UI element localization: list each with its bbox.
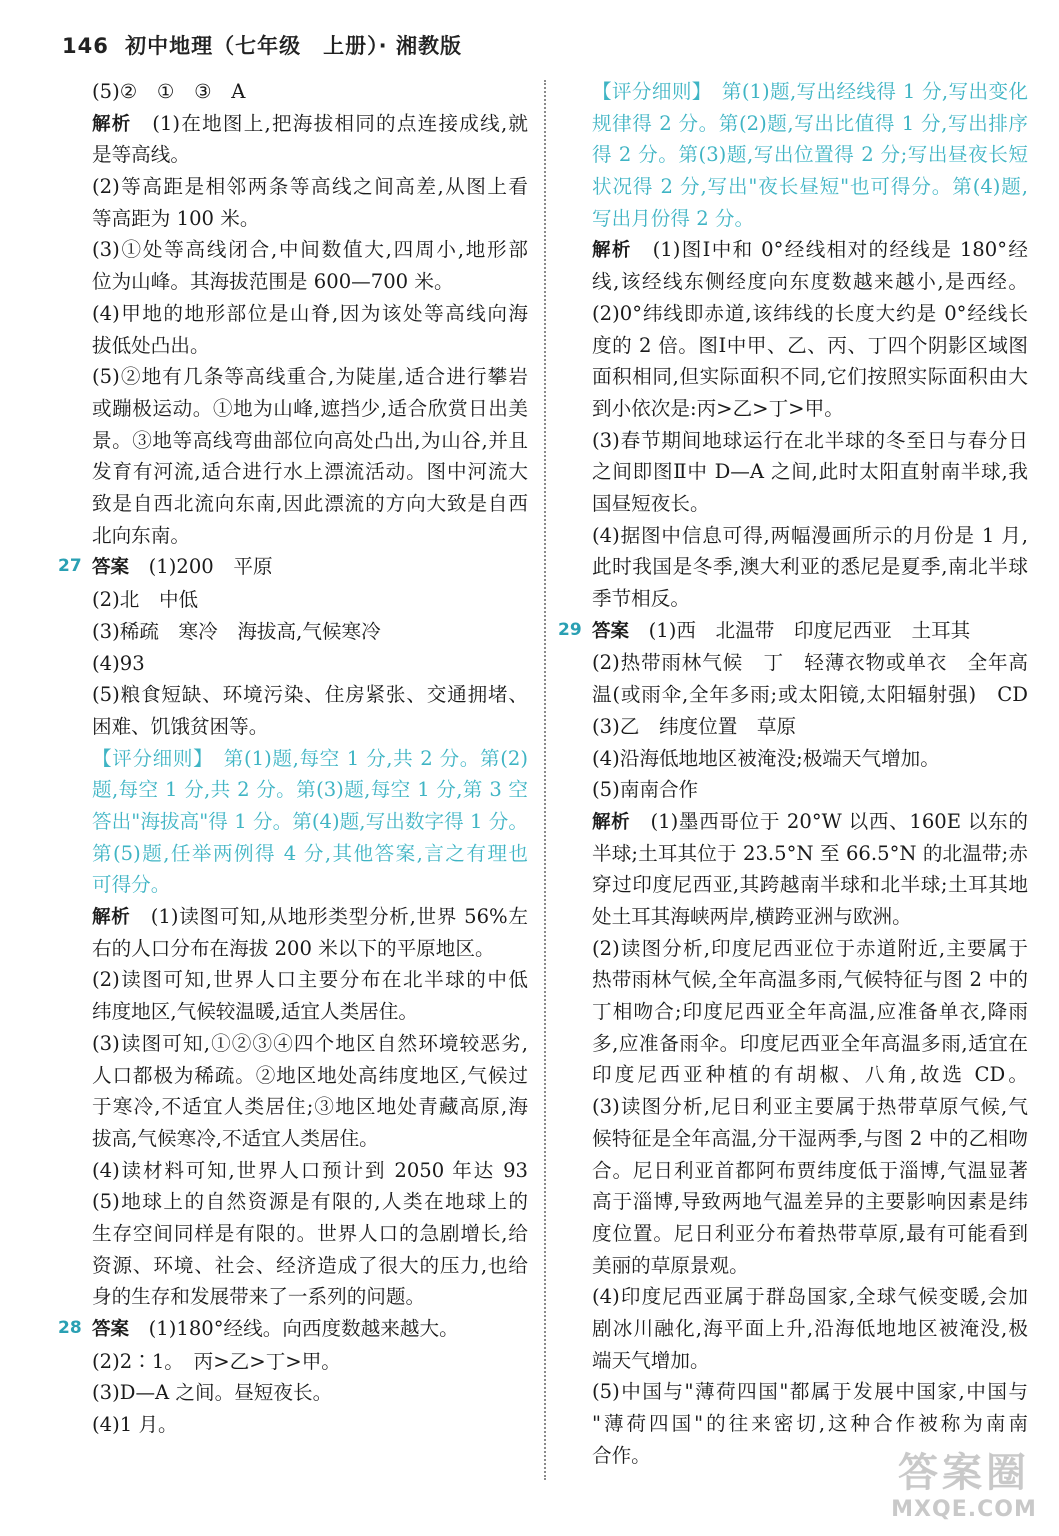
scoring-rule-line: 答出"海拔高"得 1 分。第(4)题,写出数字得 1 分。	[92, 809, 528, 833]
analysis-line: 面积相同,但实际面积不同,它们按照实际面积由大	[592, 365, 1028, 389]
analysis-line: "薄荷四国"的往来密切,这种合作被称为南南	[592, 1412, 1028, 1436]
analysis-line: 度位置。尼日利亚分布着热带草原,最有可能看到	[592, 1221, 1028, 1245]
answer-line: 答案 (1)180°经线。向西度数越来越大。	[92, 1317, 459, 1341]
analysis-line: 此时我国是冬季,澳大利亚的悉尼是夏季,南北半球	[592, 555, 1028, 579]
answer-line: (3)乙 纬度位置 草原	[592, 714, 797, 738]
question-number-28: 28	[58, 1318, 82, 1339]
analysis-line: 处土耳其海峡两岸,横跨亚洲与欧洲。	[592, 905, 912, 928]
analysis-line: 季节相反。	[592, 587, 690, 611]
page-number: 146	[62, 34, 109, 58]
analysis-line: (2)等高距是相邻两条等高线之间高差,从图上看	[92, 175, 528, 199]
question-number-27: 27	[58, 556, 82, 577]
analysis-line: 拔低处凸出。	[92, 333, 210, 357]
analysis-line: (4)读材料可知,世界人口预计到 2050 年达 93	[92, 1158, 528, 1182]
analysis-line: 之间即图Ⅱ中 D—A 之间,此时太阳直射南半球,我	[592, 460, 1028, 484]
analysis-line: 位为山峰。其海拔范围是 600—700 米。	[92, 270, 454, 294]
analysis-line: 等高距为 100 米。	[92, 206, 260, 230]
answer-line: 困难、饥饿贫困等。	[92, 714, 269, 738]
answer-line: (4)沿海低地地区被淹没;极端天气增加。	[592, 746, 940, 770]
analysis-line: 高于淄博,导致两地气温差异的主要影响因素是纬	[592, 1190, 1028, 1214]
analysis-line: 景。③地等高线弯曲部位向高处凸出,为山谷,并且	[92, 428, 528, 452]
watermark-logo-text: 答案圈	[898, 1450, 1030, 1496]
scoring-rule-line: 【评分细则】 第(1)题,写出经线得 1 分,写出变化	[592, 80, 1028, 103]
watermark-url: MXQE.COM	[891, 1497, 1037, 1522]
scoring-rule-line: 第(5)题,任举两例得 4 分,其他答案,言之有理也	[92, 841, 528, 865]
analysis-line: (2)读图可知,世界人口主要分布在北半球的中低	[92, 968, 528, 992]
section-label: 解析	[592, 240, 632, 262]
scoring-rule-line: 写出月份得 2 分。	[592, 206, 755, 230]
section-label: 答案	[592, 620, 630, 642]
scoring-rule-line: 状况得 2 分,写出"夜长昼短"也可得分。第(4)题,	[592, 175, 1028, 199]
analysis-line: (3)读图分析,尼日利亚主要属于热带草原气候,气	[592, 1095, 1028, 1119]
scoring-rule-line: 规律得 2 分。第(2)题,写出比值得 1 分,写出排序	[592, 111, 1028, 135]
analysis-line: (3)春节期间地球运行在北半球的冬至日与春分日	[592, 428, 1028, 452]
scoring-rule-line: 题,每空 1 分,共 2 分。第(3)题,每空 1 分,第 3 空	[92, 778, 528, 802]
analysis-line: 拔高,气候寒冷,不适宜人类居住。	[92, 1126, 379, 1150]
section-label: 答案	[92, 1319, 130, 1341]
question-28	[58, 1313, 528, 1346]
analysis-line: 丁相吻合;印度尼西亚全年高温,应准备单衣,降雨	[592, 1000, 1028, 1024]
answer-line: (5)南南合作	[592, 778, 699, 802]
page-header	[62, 30, 462, 62]
answer-line: (3)稀疏 寒冷 海拔高,气候寒冷	[92, 619, 381, 643]
scoring-rule-line: 得 2 分。第(3)题,写出位置得 2 分;写出昼夜长短	[592, 143, 1028, 167]
analysis-line: (5)地球上的自然资源是有限的,人类在地球上的	[92, 1190, 528, 1214]
analysis-line: 度的 2 倍。图Ⅰ中甲、乙、丙、丁四个阴影区域图	[592, 333, 1028, 357]
answer-line: 答案 (1)西 北温带 印度尼西亚 土耳其	[592, 618, 971, 642]
answer-line: (2)2∶1。 丙>乙>丁>甲。	[92, 1349, 341, 1373]
analysis-line: (4)据图中信息可得,两幅漫画所示的月份是 1 月,	[592, 523, 1028, 547]
analysis-line: (4)甲地的地形部位是山脊,因为该处等高线向海	[92, 301, 528, 325]
analysis-line: 到小依次是:丙>乙>丁>甲。	[592, 396, 844, 420]
left-column	[58, 76, 528, 1441]
analysis-line: (4)印度尼西亚属于群岛国家,全球气候变暖,会加	[592, 1285, 1028, 1309]
analysis-line: (5)②地有几条等高线重合,为陡崖,适合进行攀岩	[92, 365, 528, 389]
question-number-29: 29	[558, 619, 582, 640]
analysis-line: 半球;土耳其位于 23.5°N 至 66.5°N 的北温带;赤	[592, 841, 1028, 865]
analysis-line: 多,应准备雨伞。印度尼西亚全年高温多雨,适宜在	[592, 1031, 1028, 1055]
answer-line: (2)热带雨林气候 丁 轻薄衣物或单衣 全年高	[592, 651, 1028, 675]
analysis-line: (2)0°纬线即赤道,该纬线的长度大约是 0°经线长	[592, 301, 1028, 325]
analysis-line: 于寒冷,不适宜人类居住;③地区地处青藏高原,海	[92, 1095, 528, 1119]
answer-line: (2)北 中低	[92, 588, 199, 612]
analysis-line: 剧冰川融化,海平面上升,沿海低地地区被淹没,极	[592, 1316, 1028, 1340]
answer-line: 温(或雨伞,全年多雨;或太阳镜,太阳辐射强) CD	[592, 683, 1028, 707]
question-29	[558, 615, 1028, 648]
analysis-line: (3)①处等高线闭合,中间数值大,四周小,地形部	[92, 238, 528, 262]
analysis-line: (5)中国与"薄荷四国"都属于发展中国家,中国与	[592, 1380, 1028, 1404]
analysis-line: 发育有河流,适合进行水上漂流活动。图中河流大	[92, 460, 528, 484]
section-label: 解析	[92, 907, 131, 929]
analysis-line: 国昼短夜长。	[592, 491, 710, 515]
analysis-line: 北向东南。	[92, 523, 190, 547]
analysis-line: 生存空间同样是有限的。世界人口的急剧增长,给	[92, 1221, 528, 1245]
analysis-line: 印度尼西亚种植的有胡椒、八角,故选 CD。	[592, 1063, 1028, 1087]
analysis-line: 致是自西北流向东南,因此漂流的方向大致是自西	[92, 492, 528, 516]
book-title: 初中地理（七年级 上册）· 湘教版	[125, 34, 462, 58]
analysis-line: 解析 (1)在地图上,把海拔相同的点连接成线,就	[92, 111, 528, 135]
analysis-line: 纬度地区,气候较温暖,适宜人类居住。	[92, 1000, 418, 1024]
analysis-line: 合。尼日利亚首都阿布贾纬度低于淄博,气温显著	[592, 1158, 1028, 1182]
question-27	[58, 551, 528, 584]
section-label: 答案	[92, 557, 130, 579]
analysis-line: 合作。	[592, 1443, 651, 1467]
answer-line: 答案 (1)200 平原	[92, 555, 273, 579]
analysis-line: (3)读图可知,①②③④四个地区自然环境较恶劣,	[92, 1031, 528, 1055]
analysis-line: 人口都极为稀疏。②地区地处高纬度地区,气候过	[92, 1063, 528, 1087]
analysis-line: 端天气增加。	[592, 1348, 710, 1372]
analysis-line: 是等高线。	[92, 143, 190, 167]
analysis-line: 或蹦极运动。①地为山峰,遮挡少,适合欣赏日出美	[92, 396, 528, 420]
answer-line: (5)粮食短缺、环境污染、住房紧张、交通拥堵、	[92, 683, 528, 707]
analysis-line: 热带雨林气候,全年高温多雨,气候特征与图 2 中的	[592, 968, 1028, 992]
analysis-line: 右的人口分布在海拔 200 米以下的平原地区。	[92, 936, 495, 960]
answer-line: (3)D—A 之间。昼短夜长。	[92, 1381, 333, 1405]
answer-line: (4)93	[92, 651, 145, 675]
scoring-rule-line: 可得分。	[92, 873, 171, 897]
answer-line: (5)② ① ③ A	[92, 80, 246, 103]
analysis-line: 解析 (1)墨西哥位于 20°W 以西、160E 以东的	[592, 809, 1028, 833]
analysis-line: 美丽的草原景观。	[592, 1253, 749, 1277]
analysis-line: 候特征是全年高温,分干湿两季,与图 2 中的乙相吻	[592, 1126, 1028, 1150]
analysis-line: 解析 (1)读图可知,从地形类型分析,世界 56%左	[92, 905, 528, 929]
section-label: 解析	[92, 113, 132, 135]
analysis-line: 穿过印度尼西亚,其跨越南半球和北半球;土耳其地	[592, 873, 1028, 897]
section-label: 解析	[592, 811, 631, 833]
analysis-line: 解析 (1)图Ⅰ中和 0°经线相对的经线是 180°经	[592, 238, 1028, 262]
analysis-line: 资源、环境、社会、经济造成了很大的压力,也给	[92, 1253, 528, 1277]
analysis-line: (2)读图分析,印度尼西亚位于赤道附近,主要属于	[592, 936, 1028, 960]
answer-line: (4)1 月。	[92, 1413, 178, 1437]
scoring-rule-line: 【评分细则】 第(1)题,每空 1 分,共 2 分。第(2)	[92, 746, 528, 770]
column-divider	[544, 80, 546, 1480]
analysis-line: 线,该经线东侧经度向东度数越来越小,是西经。	[592, 270, 1028, 294]
site-watermark	[879, 1450, 1049, 1530]
right-column	[558, 76, 1028, 1471]
analysis-line: 身的生存和发展带来了一系列的问题。	[92, 1285, 426, 1309]
